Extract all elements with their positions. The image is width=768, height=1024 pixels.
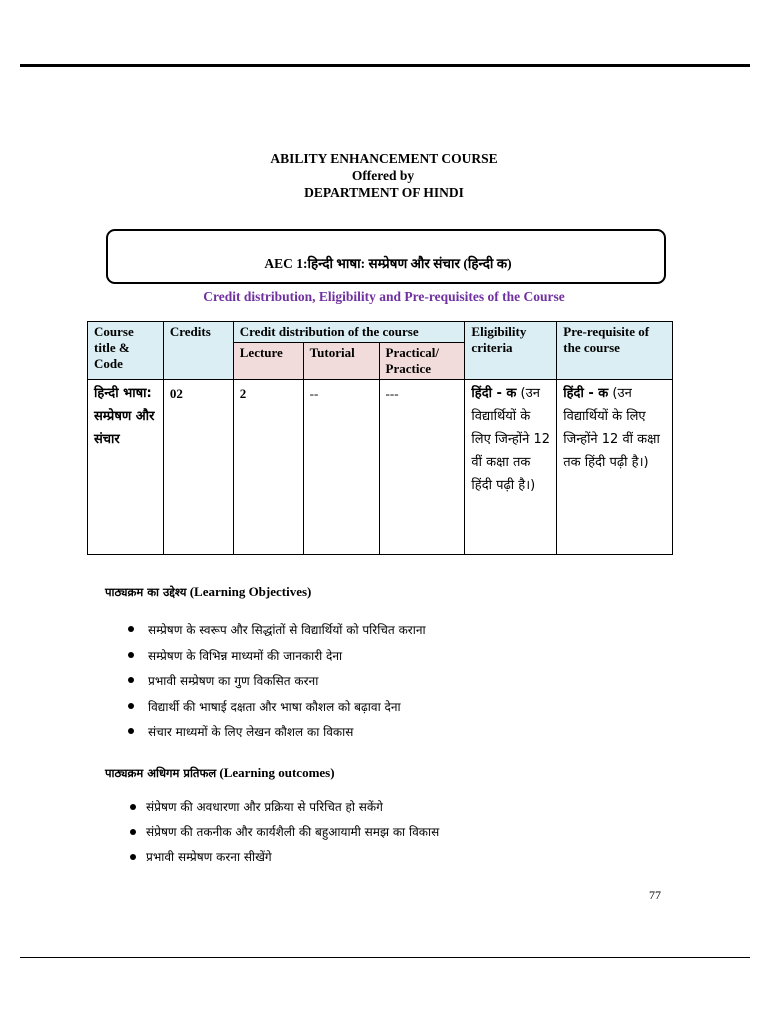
document-header — [0, 150, 768, 201]
course-title: AEC 1:हिन्दी भाषा: सम्प्रेषण और संचार (हिन्दी क) — [264, 256, 512, 271]
list-item: विद्यार्थी की भाषाई दक्षता और भाषा कौशल को बढ़ावा देना — [108, 697, 426, 723]
cell-credits: 02 — [163, 380, 233, 555]
header-tutorial: Tutorial — [303, 343, 379, 380]
list-item: प्रभावी सम्प्रेषण करना सीखेंगे — [108, 848, 439, 873]
cell-tutorial: -- — [303, 380, 379, 555]
header-practical: Practical/ Practice — [379, 343, 465, 380]
objectives-list — [108, 620, 426, 748]
cell-course: हिन्दी भाषा: सम्प्रेषण और संचार — [88, 380, 164, 555]
table-row — [88, 380, 673, 555]
cell-eligibility — [465, 380, 557, 555]
header-eligibility: Eligibility criteria — [465, 322, 557, 380]
credit-distribution-table — [87, 321, 673, 555]
eligibility-detail: (उन विद्यार्थियों के लिए जिन्होंने 12 वीं कक्षा तक हिंदी पढ़ी है।) — [471, 386, 550, 493]
outcomes-heading-hindi: पाठ्यक्रम अधिगम प्रतिफल — [105, 766, 217, 780]
cell-practical: --- — [379, 380, 465, 555]
outcomes-heading — [105, 765, 335, 781]
eligibility-label: हिंदी - क — [471, 386, 517, 401]
header-lecture: Lecture — [233, 343, 303, 380]
list-item: संप्रेषण की अवधारणा और प्रक्रिया से परिचित हो सकेंगे — [108, 798, 439, 823]
cell-prerequisite — [557, 380, 673, 555]
section-subtitle: Credit distribution, Eligibility and Pre-requisites of the Course — [203, 289, 565, 304]
list-item: संप्रेषण की तकनीक और कार्यशैली की बहुआयामी समझ का विकास — [108, 823, 439, 848]
table-header-row — [88, 322, 673, 343]
cell-lecture: 2 — [233, 380, 303, 555]
objectives-heading-english: (Learning Objectives) — [189, 584, 312, 599]
header-prerequisite: Pre-requisite of the course — [557, 322, 673, 380]
header-line-1: ABILITY ENHANCEMENT COURSE — [270, 151, 498, 166]
list-item: सम्प्रेषण के विभिन्न माध्यमों की जानकारी देना — [108, 646, 426, 672]
objectives-heading-hindi: पाठ्यक्रम का उद्देश्य — [105, 585, 187, 599]
top-rule — [20, 64, 750, 67]
header-line-2: Offered by — [351, 168, 415, 183]
header-line-3: DEPARTMENT OF HINDI — [304, 185, 464, 200]
bottom-rule — [20, 957, 750, 958]
header-credits: Credits — [163, 322, 233, 380]
list-item: प्रभावी सम्प्रेषण का गुण विकसित करना — [108, 671, 426, 697]
objectives-heading — [105, 584, 311, 600]
page-number: 77 — [649, 888, 661, 902]
header-credit-distribution: Credit distribution of the course — [233, 322, 465, 343]
header-course: Course title & Code — [88, 322, 164, 380]
outcomes-list — [108, 798, 439, 873]
prerequisite-label: हिंदी - क — [563, 386, 609, 401]
list-item: सम्प्रेषण के स्वरूप और सिद्धांतों से विद्यार्थियों को परिचित कराना — [108, 620, 426, 646]
list-item: संचार माध्यमों के लिए लेखन कौशल का विकास — [108, 722, 426, 748]
prerequisite-detail: (उन विद्यार्थियों के लिए जिन्होंने 12 वीं कक्षा तक हिंदी पढ़ी है।) — [563, 386, 660, 470]
outcomes-heading-english: (Learning outcomes) — [219, 765, 335, 780]
